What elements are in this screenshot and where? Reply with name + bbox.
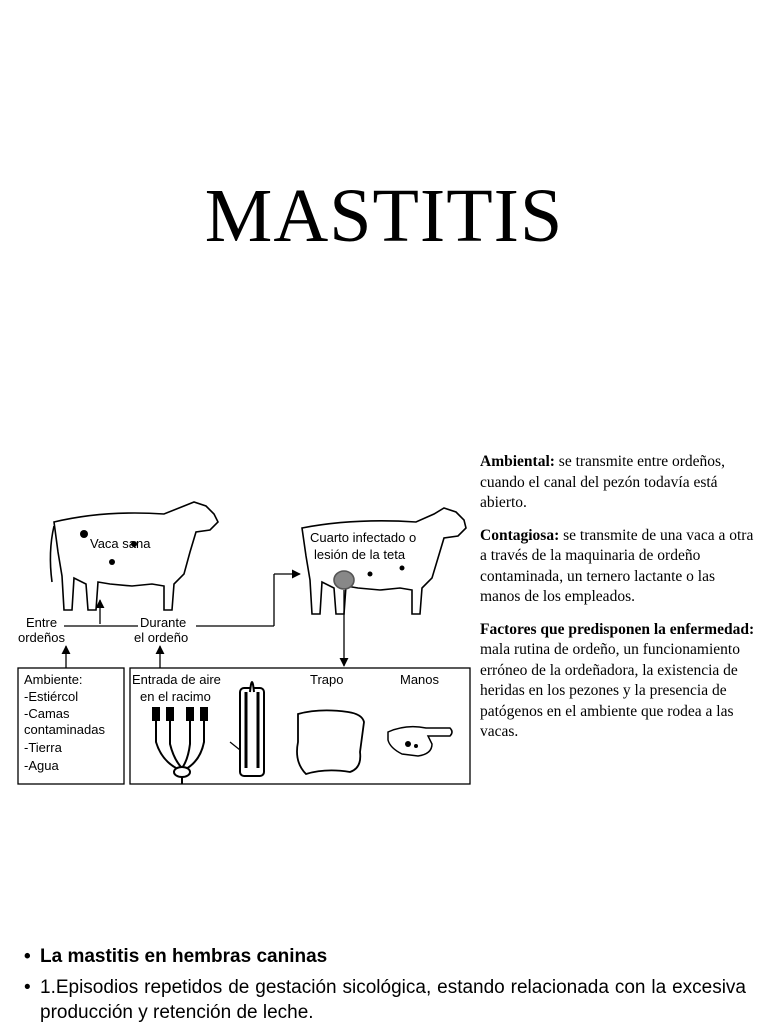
bullet-glyph: • <box>24 977 31 998</box>
description-term: Contagiosa: <box>480 526 560 544</box>
rag-label: Trapo <box>310 672 344 687</box>
during-milking-line2: el ordeño <box>134 630 189 645</box>
env-item: -Estiércol <box>24 689 79 704</box>
bullet-glyph: • <box>24 946 31 967</box>
between-milkings-line1: Entre <box>26 615 58 630</box>
page-title: MASTITIS <box>204 174 564 258</box>
description-term: Factores que predisponen la enfermedad: <box>480 620 755 638</box>
description-predisposing-factors <box>480 620 758 743</box>
diagram-connectors <box>64 574 344 668</box>
bullet-item <box>24 944 746 969</box>
transmission-descriptions <box>480 452 758 755</box>
bullet-text: La mastitis en hembras caninas <box>40 946 328 967</box>
mastitis-transmission-diagram <box>14 492 474 792</box>
env-item: contaminadas <box>24 722 105 737</box>
air-entry-label-line1: Entrada de aire <box>132 672 221 687</box>
infected-cow-label-line2: lesión de la teta <box>314 547 406 562</box>
bullet-list <box>24 944 746 1031</box>
infected-cow-label-line1: Cuarto infectado o <box>310 530 417 545</box>
description-term: Ambiental: <box>480 453 555 470</box>
env-item: -Camas <box>24 706 70 721</box>
env-item: -Tierra <box>24 740 62 755</box>
during-milking-line1: Durante <box>140 615 187 630</box>
air-entry-label-line2: en el racimo <box>140 689 211 704</box>
description-text: mala rutina de ordeño, un funcionamiento erróneo de la ordeñadora, la existencia de heridas en los pezones y la presencia de patógenos en el ambiente que rodea a las vacas. <box>480 641 740 740</box>
between-milkings-line2: ordeños <box>18 630 65 645</box>
description-environmental <box>480 452 758 514</box>
healthy-cow-icon <box>50 502 218 610</box>
bullet-text: 1.Episodios repetidos de gestación sicológica, estando relacionada con la excesiva producción y retención de leche. <box>40 977 746 1023</box>
rag-icon <box>297 710 364 774</box>
hands-label: Manos <box>400 672 440 687</box>
description-text: se transmite de una vaca a otra a través de la maquinaria de ordeño contaminada, un ternero lactante o las manos de los empleados. <box>480 526 754 605</box>
description-text: se transmite entre ordeños, cuando el canal del pezón todavía está abierto. <box>480 453 725 511</box>
description-contagious <box>480 526 758 608</box>
bullet-item <box>24 975 746 1025</box>
env-title: Ambiente: <box>24 672 83 687</box>
env-item: -Agua <box>24 758 59 773</box>
healthy-cow-label: Vaca sana <box>90 536 151 551</box>
